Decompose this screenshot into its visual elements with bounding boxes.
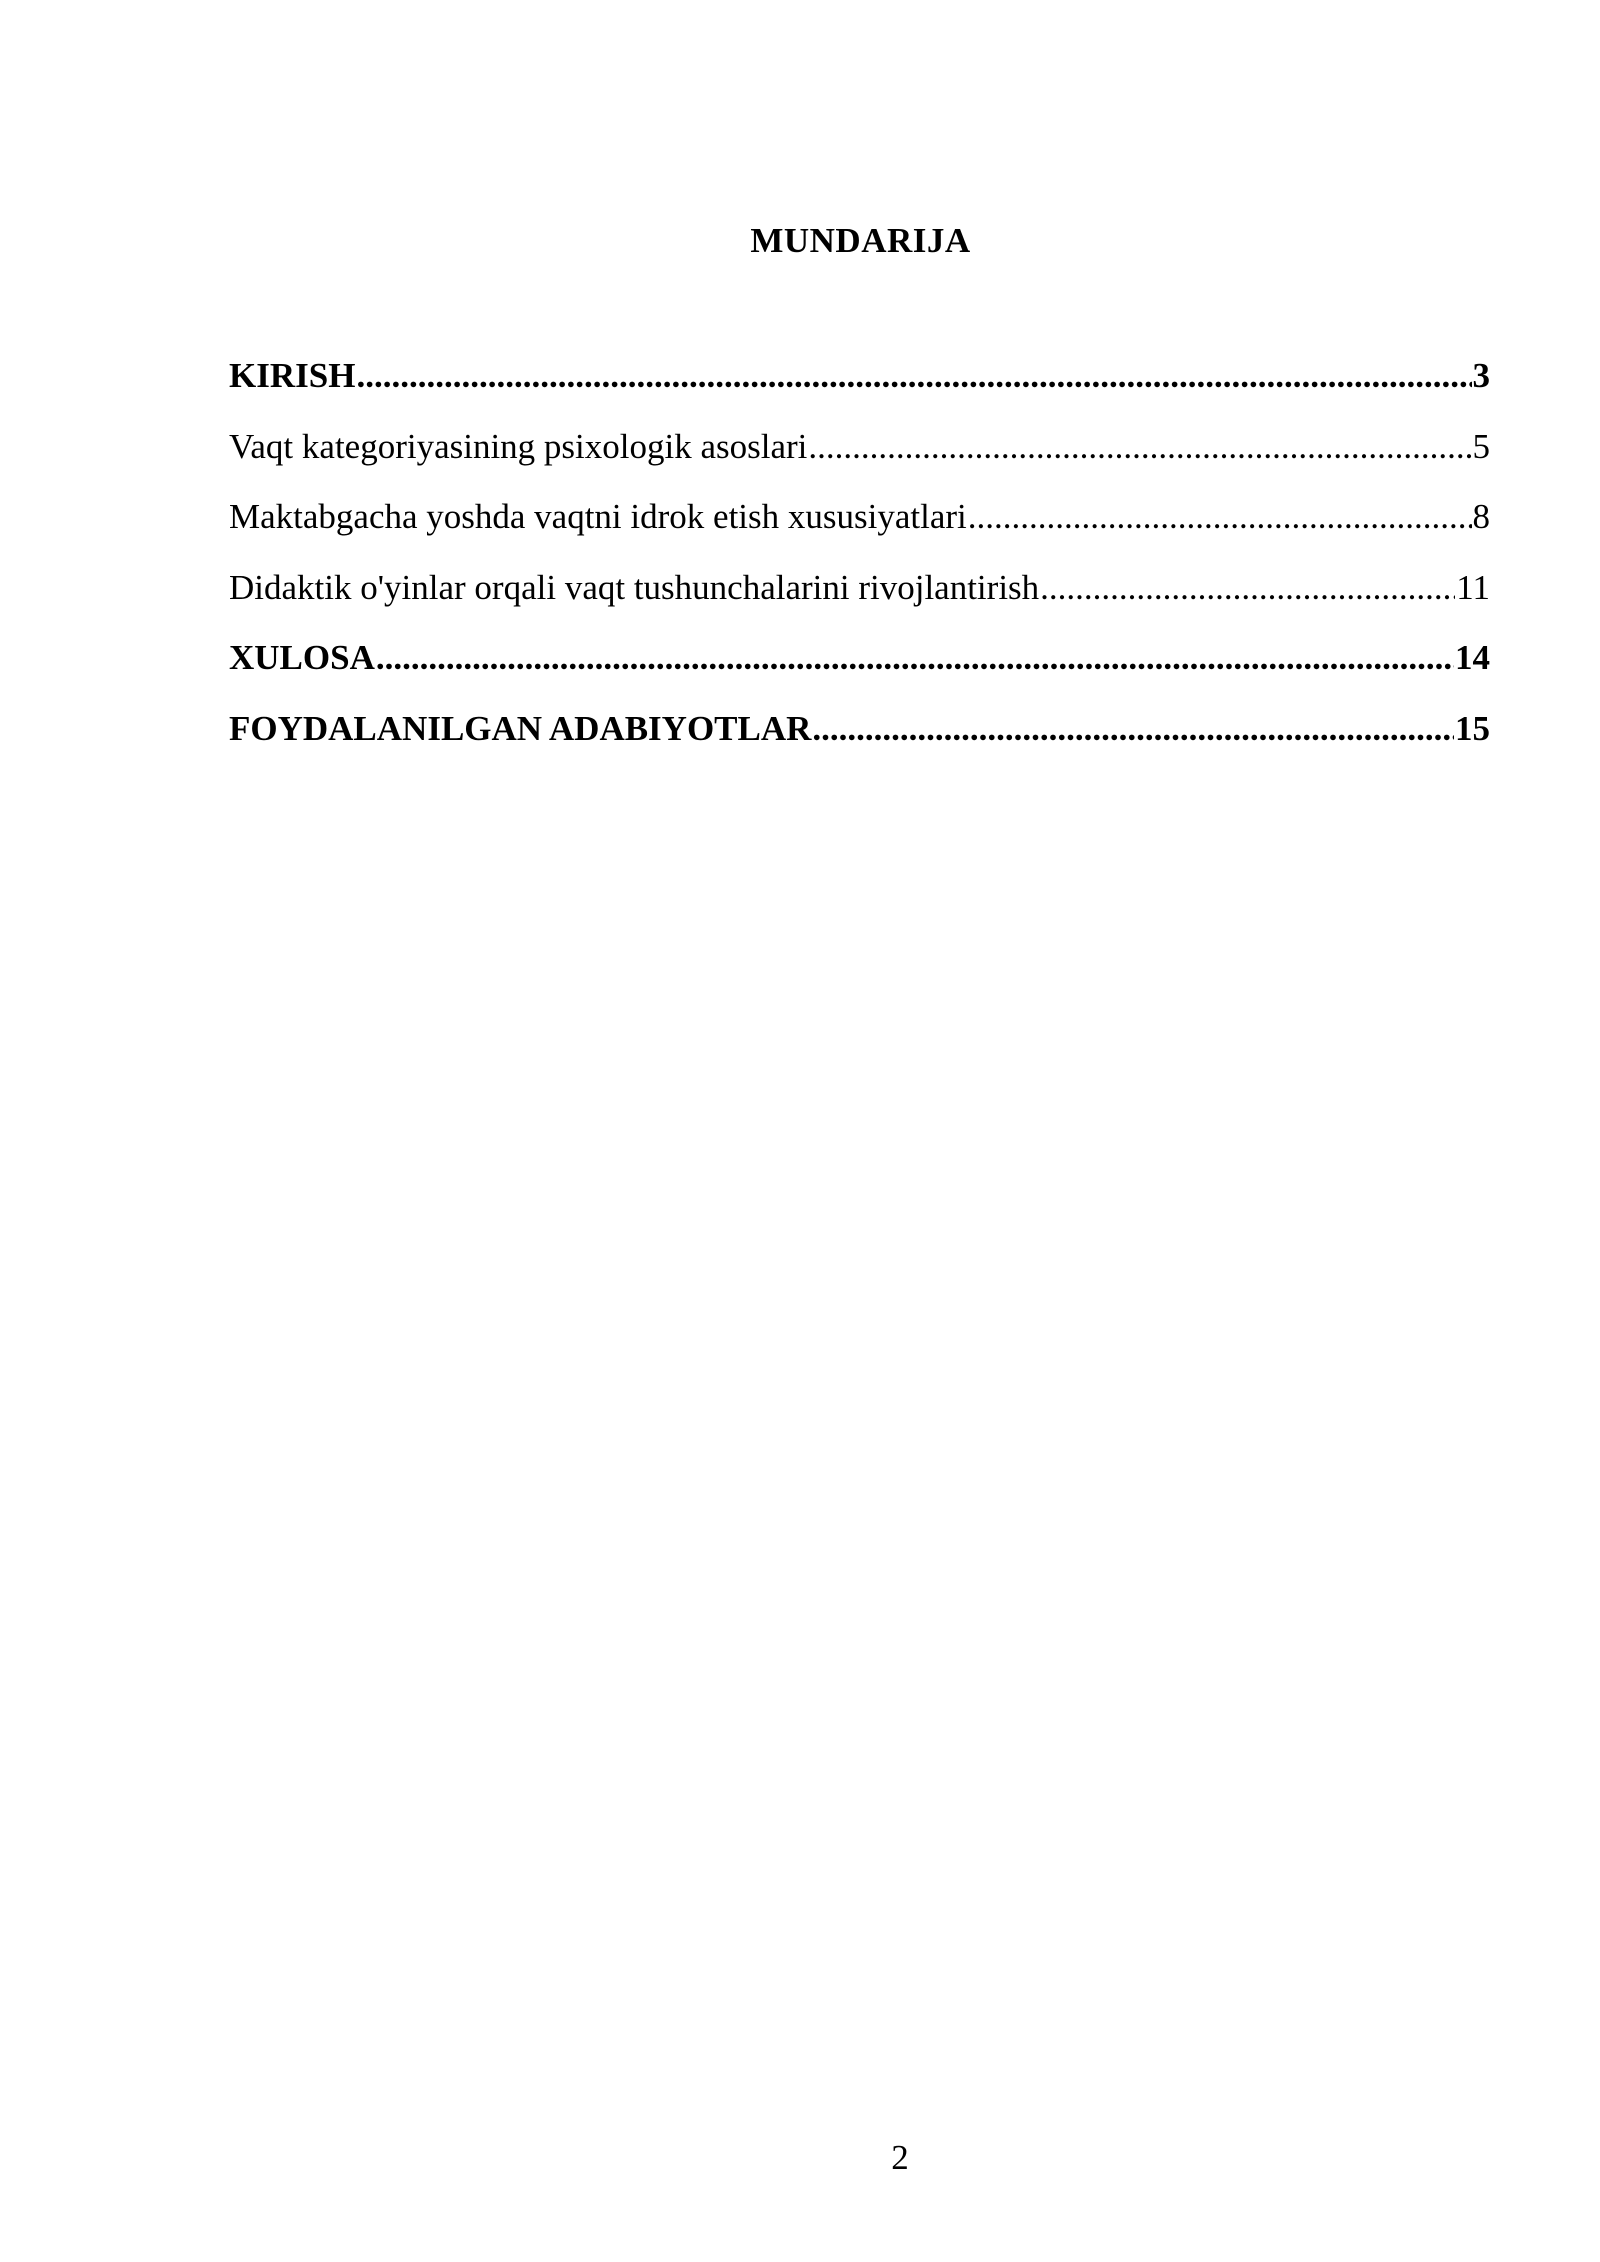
toc-entry-maktabgacha-yosh[interactable]: [229, 496, 1490, 567]
toc-entry-page: 8: [1472, 497, 1490, 536]
toc-entry-label: KIRISH: [229, 356, 356, 395]
toc-entry-adabiyotlar[interactable]: [229, 708, 1490, 779]
toc-entry-label: FOYDALANILGAN ADABIYOTLAR: [229, 708, 812, 748]
toc-dot-leader: [812, 708, 1454, 750]
toc-entry-label: Didaktik o'yinlar orqali vaqt tushunchalarini rivojlantirish: [229, 567, 1040, 607]
page-number: 2: [891, 2138, 909, 2177]
table-of-contents: [229, 355, 1490, 778]
toc-dot-leader: [1040, 567, 1455, 609]
toc-entry-page: 15: [1455, 708, 1490, 748]
toc-entry-page: 11: [1456, 567, 1490, 607]
toc-entry-page: 5: [1472, 426, 1490, 466]
toc-entry-vaqt-kategoriyasi[interactable]: [229, 426, 1490, 497]
toc-entry-label: XULOSA: [229, 638, 375, 677]
toc-entry-xulosa[interactable]: [229, 637, 1490, 708]
toc-dot-leader: [376, 637, 1454, 679]
toc-dot-leader: [808, 426, 1471, 468]
toc-entry-label: Maktabgacha yoshda vaqtni idrok etish xususiyatlari: [229, 497, 967, 536]
toc-entry-kirish[interactable]: [229, 355, 1490, 426]
toc-entry-didaktik-oyinlar[interactable]: [229, 567, 1490, 638]
toc-entry-page: 3: [1472, 356, 1490, 395]
toc-entry-page: 14: [1455, 638, 1490, 677]
toc-dot-leader: [968, 496, 1472, 538]
toc-dot-leader: [356, 355, 1471, 397]
toc-entry-label: Vaqt kategoriyasining psixologik asoslari: [229, 426, 808, 466]
toc-title: MUNDARIJA: [750, 221, 971, 260]
